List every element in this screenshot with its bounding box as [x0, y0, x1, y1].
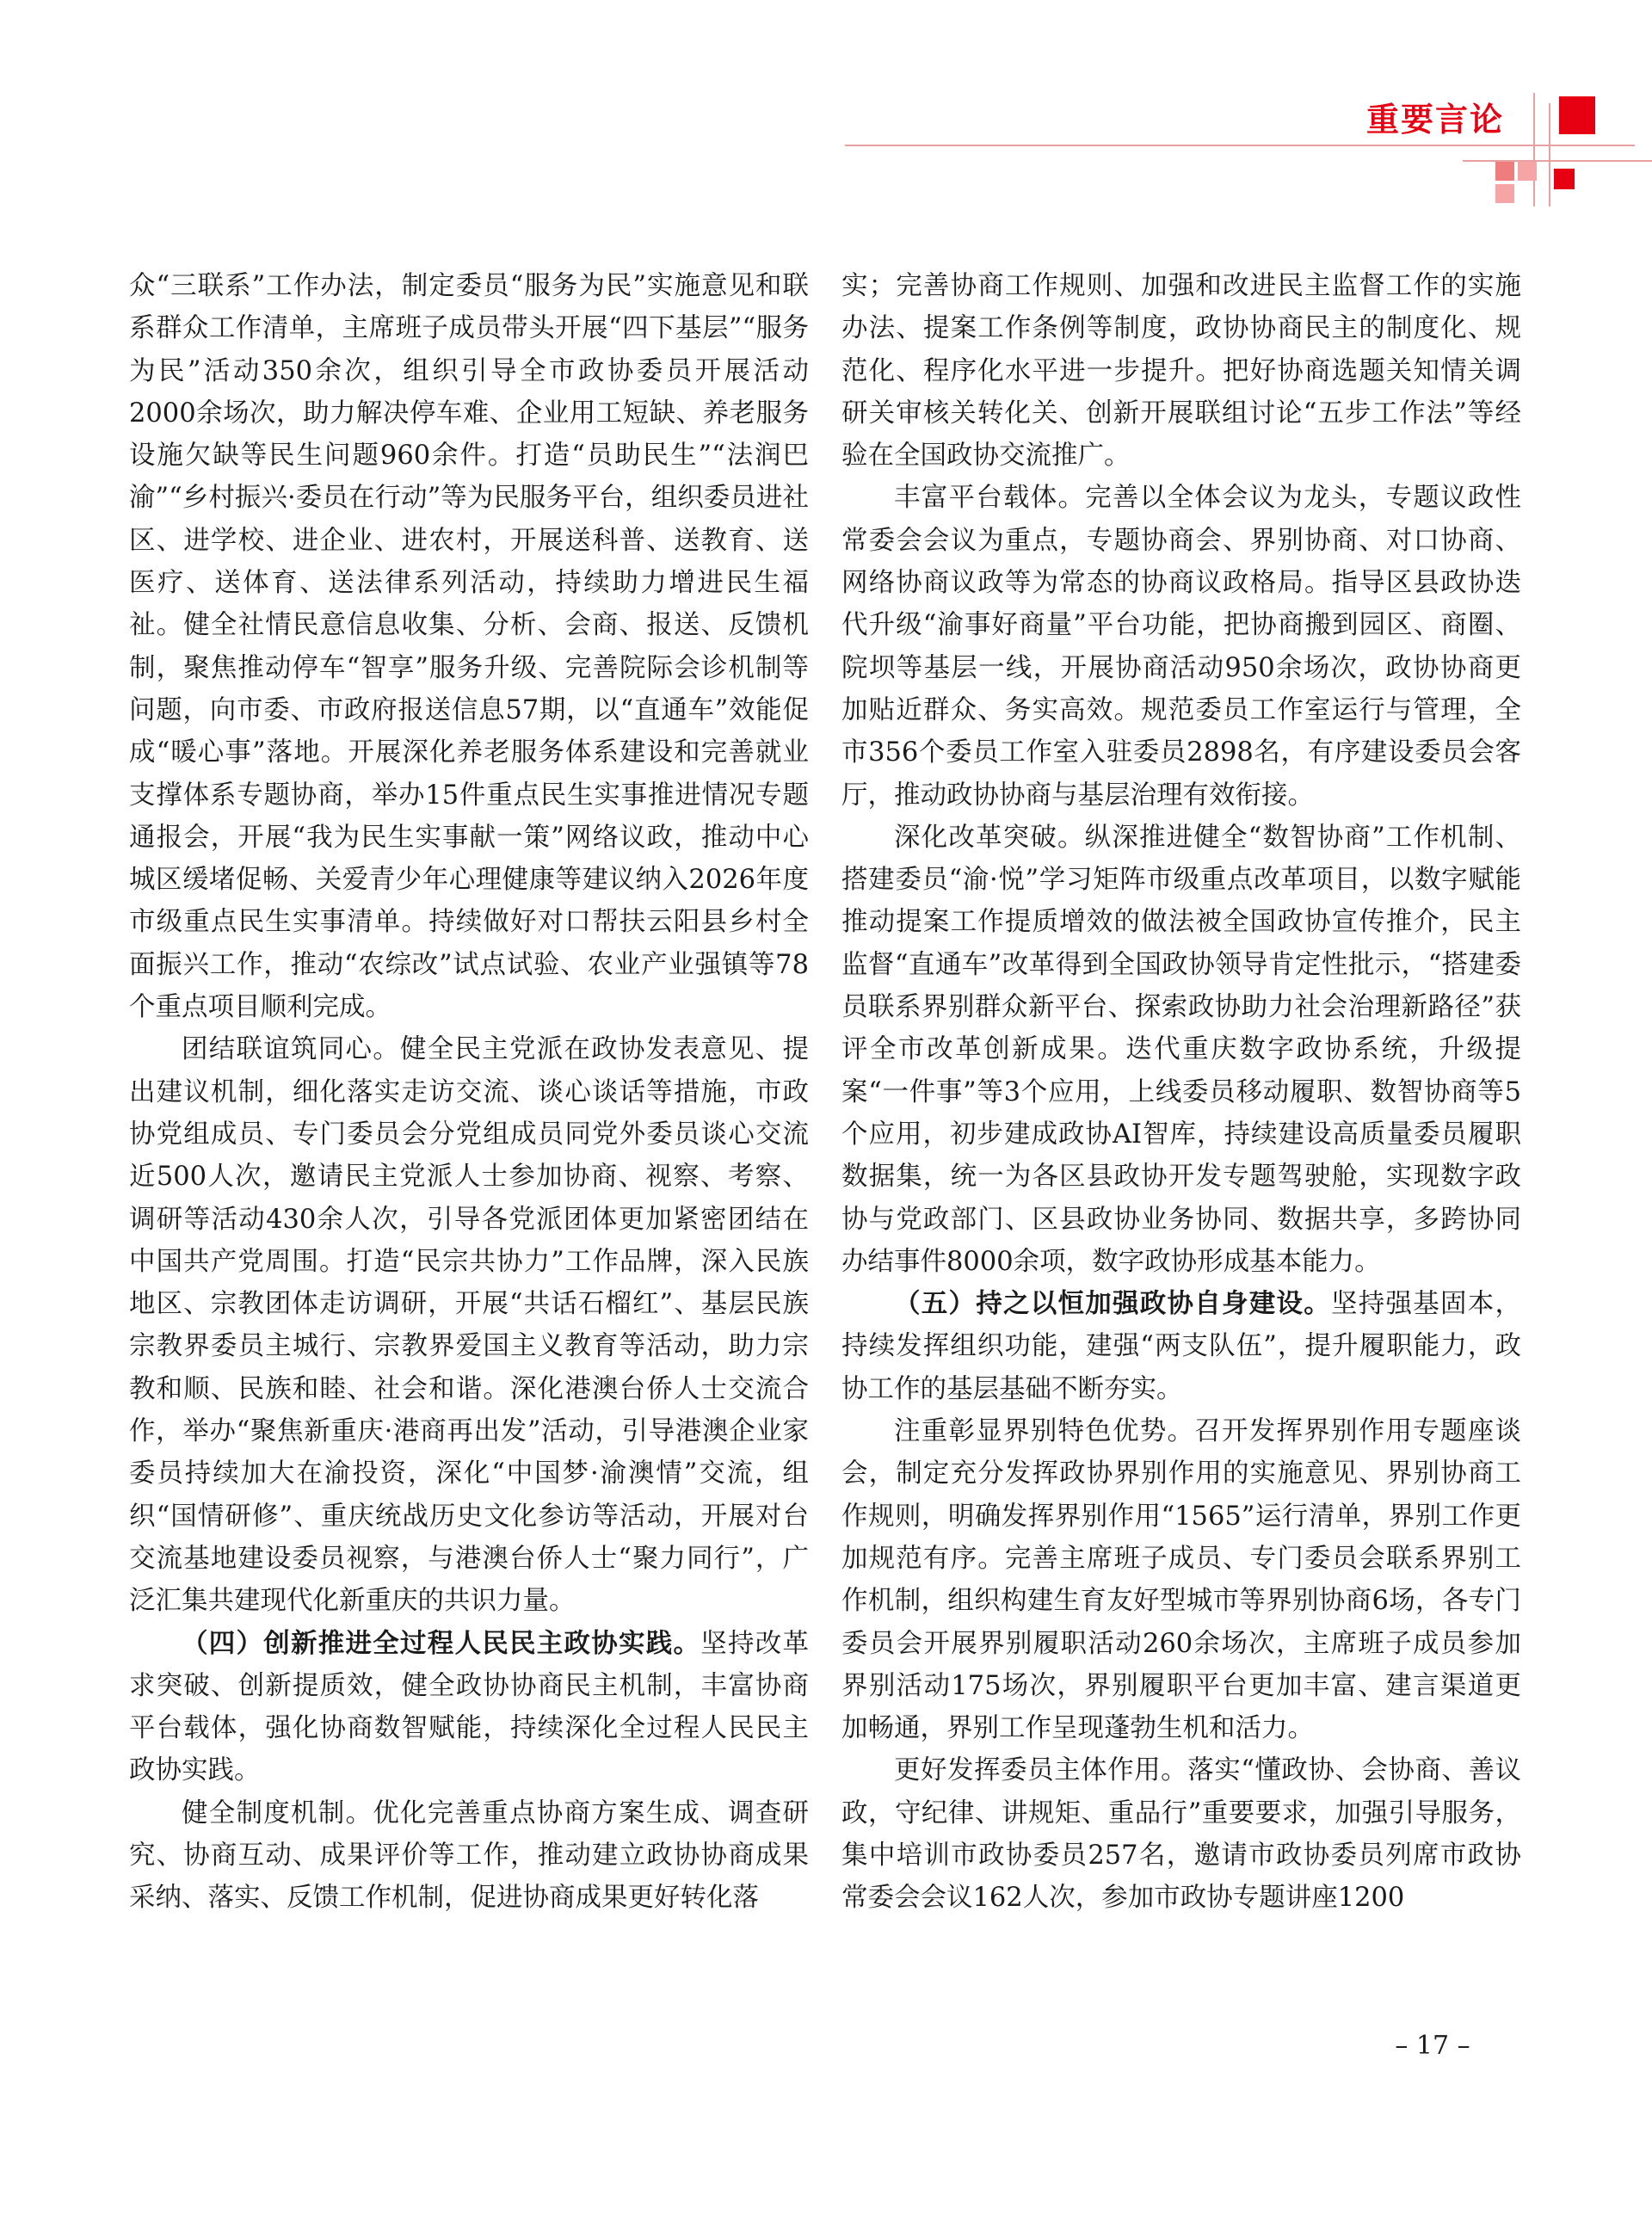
paragraph: 丰富平台载体。完善以全体会议为龙头，专题议政性常委会会议为重点，专题协商会、界别协商、对口协商、网络协商议政等为常态的协商议政格局。指导区县政协迭代升级“渝事好商量”平台功能，把协商搬到园区、商圈、院坝等基层一线，开展协商活动950余场次，政协协商更加贴近群众、务实高效。规范委员工作室运行与管理，全市356个委员工作室入驻委员2898名，有序建设委员会客厅，推动政协协商与基层治理有效衔接。	[841, 483, 1521, 811]
left-column	[129, 265, 809, 1920]
header-rule-short	[1463, 160, 1652, 162]
header-small-square	[1495, 184, 1514, 203]
paragraph: 深化改革突破。纵深推进健全“数智协商”工作机制、搭建委员“渝·悦”学习矩阵市级重点改革项目，以数字赋能推动提案工作提质增效的做法被全国政协宣传推介，民主监督“直通车”改革得到全国政协领导肯定性批示，“搭建委员联系界别群众新平台、探索政协助力社会治理新路径”获评全市改革创新成果。迭代重庆数字政协系统，升级提案“一件事”等3个应用，上线委员移动履职、数智协商等5个应用，初步建成政协AI智库，持续建设高质量委员履职数据集，统一为各区县政协开发专题驾驶舱，实现数字政协与党政部门、区县政协业务协同、数据共享，多跨协同办结事件8000余项，数字政协形成基本能力。	[841, 822, 1521, 1277]
paragraph: 团结联谊筑同心。健全民主党派在政协发表意见、提出建议机制，细化落实走访交流、谈心谈话等措施，市政协党组成员、专门委员会分党组成员同党外委员谈心交流近500人次，邀请民主党派人士参加协商、视察、考察、调研等活动430余人次，引导各党派团体更加紧密团结在中国共产党周围。打造“民宗共协力”工作品牌，深入民族地区、宗教团体走访调研，开展“共话石榴红”、基层民族宗教界委员主城行、宗教界爱国主义教育等活动，助力宗教和顺、民族和睦、社会和谐。深化港澳台侨人士交流合作，举办“聚焦新重庆·港商再出发”活动，引导港澳企业家委员持续加大在渝投资，深化“中国梦·渝澳情”交流，组织“国情研修”、重庆统战历史文化参访等活动，开展对台交流基地建设委员视察，与港澳台侨人士“聚力同行”，广泛汇集共建现代化新重庆的共识力量。	[129, 1034, 809, 1617]
header-red-square	[1559, 96, 1595, 134]
paragraph: 健全制度机制。优化完善重点协商方案生成、调查研究、协商互动、成果评价等工作，推动建立政协协商成果采纳、落实、反馈工作机制，促进协商成果更好转化落	[129, 1797, 809, 1914]
paragraph: 更好发挥委员主体作用。落实“懂政协、会协商、善议政，守纪律、讲规矩、重品行”重要要求，加强引导服务，集中培训市政协委员257名，邀请市政协委员列席市政协常委会会议162人次，参加市政协专题讲座1200	[841, 1755, 1521, 1914]
header-small-square	[1554, 169, 1575, 189]
paragraph	[841, 1283, 1521, 1410]
header-small-square	[1495, 162, 1514, 181]
paragraph: 实；完善协商工作规则、加强和改进民主监督工作的实施办法、提案工作条例等制度，政协协商民主的制度化、规范化、程序化水平进一步提升。把好协商选题关知情关调研关审核关转化关、创新开展联组讨论“五步工作法”等经验在全国政协交流推广。	[841, 271, 1521, 472]
paragraph-text: 坚持强基固本，持续发挥组织功能，建强“两支队伍”，提升履职能力，政协工作的基层基础不断夯实。	[841, 1289, 1521, 1404]
paragraph: 注重彰显界别特色优势。召开发挥界别作用专题座谈会，制定充分发挥政协界别作用的实施意见、界别协商工作规则，明确发挥界别作用“1565”运行清单，界别工作更加规范有序。完善主席班子成员、专门委员会联系界别工作机制，组织构建生育友好型城市等界别协商6场，各专门委员会开展界别履职活动260余场次，主席班子成员参加界别活动175场次，界别履职平台更加丰富、建言渠道更加畅通，界别工作呈现蓬勃生机和活力。	[841, 1416, 1521, 1744]
header-rule	[845, 145, 1635, 146]
page-number: – 17 –	[1395, 2031, 1470, 2061]
right-column	[841, 265, 1521, 1920]
header-vertical-rule-2	[1549, 103, 1550, 207]
header-vertical-rule	[1533, 93, 1535, 207]
paragraph: 众“三联系”工作办法，制定委员“服务为民”实施意见和联系群众工作清单，主席班子成员带头开展“四下基层”“服务为民”活动350余次，组织引导全市政协委员开展活动2000余场次，助力解决停车难、企业用工短缺、养老服务设施欠缺等民生问题960余件。打造“员助民生”“法润巴渝”“乡村振兴·委员在行动”等为民服务平台，组织委员进社区、进学校、进企业、进农村，开展送科普、送教育、送医疗、送体育、送法律系列活动，持续助力增进民生福祉。健全社情民意信息收集、分析、会商、报送、反馈机制，聚焦推动停车“智享”服务升级、完善院际会诊机制等问题，向市委、市政府报送信息57期，以“直通车”效能促成“暖心事”落地。开展深化养老服务体系建设和完善就业支撑体系专题协商，举办15件重点民生实事推进情况专题通报会，开展“我为民生实事献一策”网络议政，推动中心城区缓堵促畅、关爱青少年心理健康等建议纳入2026年度市级重点民生实事清单。持续做好对口帮扶云阳县乡村全面振兴工作，推动“农综改”试点试验、农业产业强镇等78个重点项目顺利完成。	[129, 271, 809, 1023]
subheading: （四）创新推进全过程人民民主政协实践。	[182, 1627, 701, 1659]
subheading: （五）持之以恒加强政协自身建设。	[894, 1288, 1331, 1320]
section-title: 重要言论	[1366, 101, 1505, 139]
paragraph	[129, 1623, 809, 1792]
header-small-square	[1518, 162, 1537, 181]
paragraph-text: 坚持改革求突破、创新提质效，健全政协协商民主机制，丰富协商平台载体，强化协商数智赋能，持续深化全过程人民民主政协实践。	[129, 1628, 809, 1786]
